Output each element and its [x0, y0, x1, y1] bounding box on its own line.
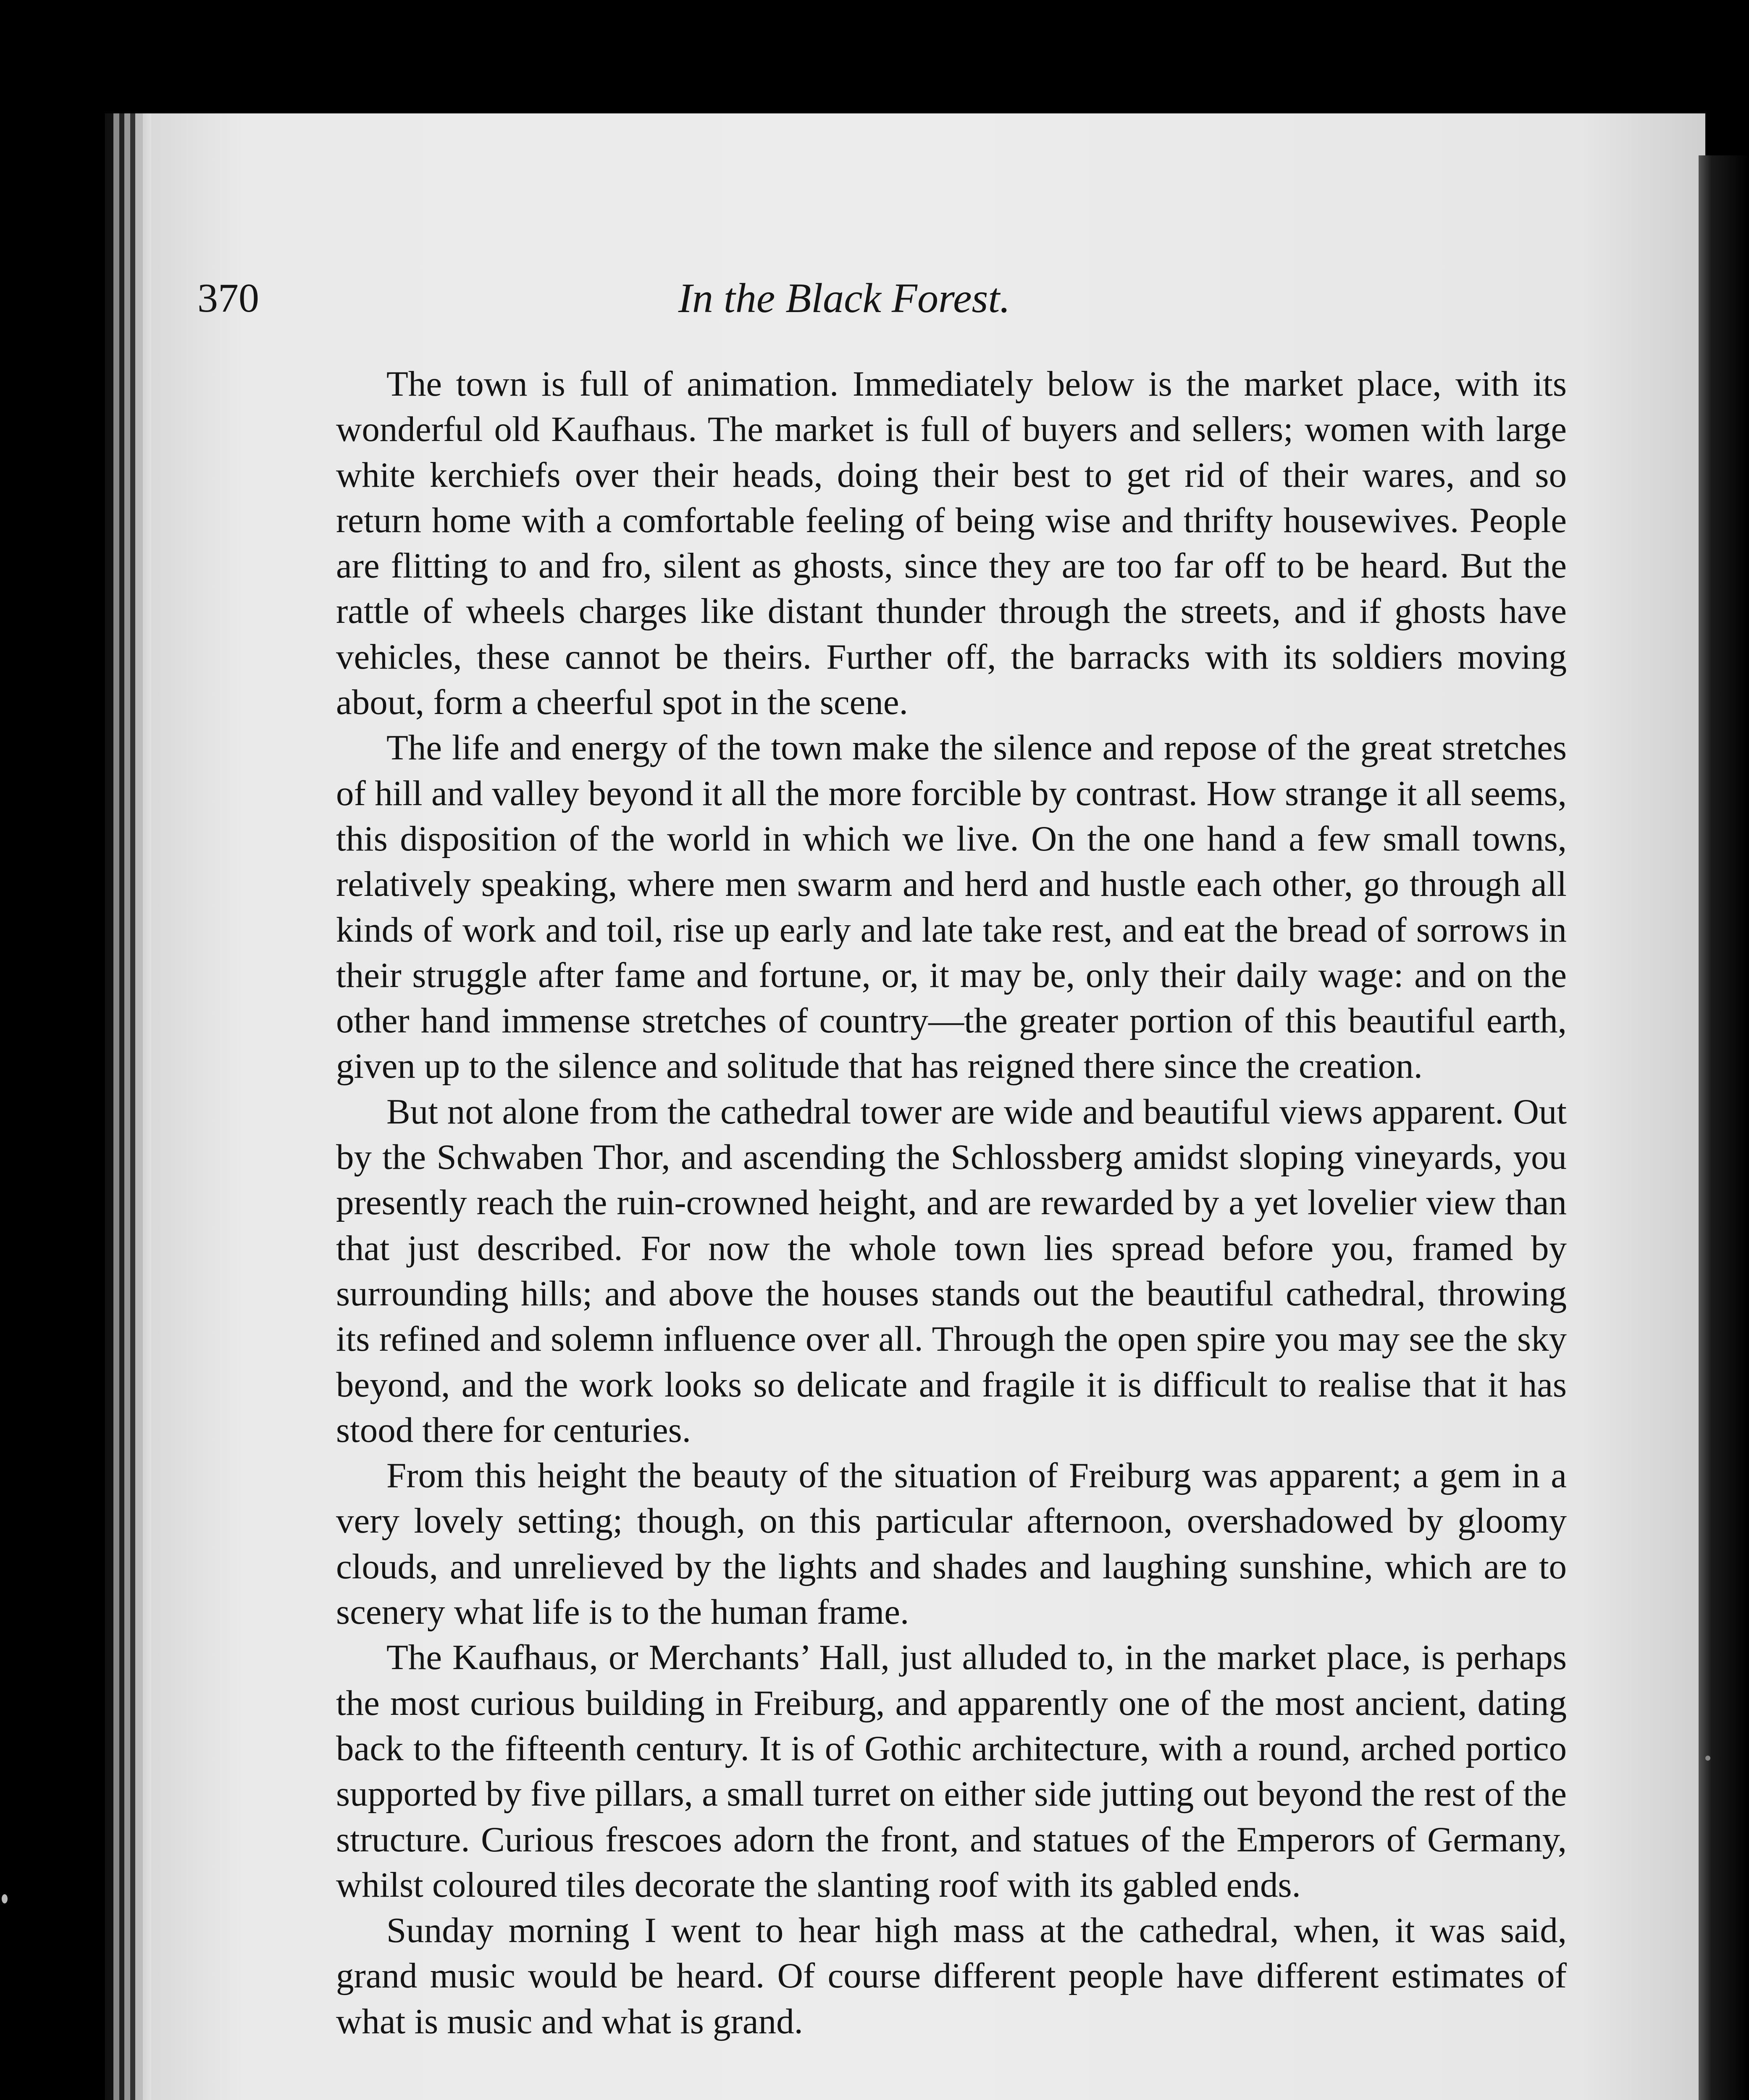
body-text — [336, 361, 1567, 2044]
paragraph: From this height the beauty of the situation of Freiburg was apparent; a gem in a very lovely setting; though, on this particular afternoon, overshadowed by gloomy clouds, and unrelieved by the lights and shades and laughing sunshine, which are to scenery what life is to the human frame. — [336, 1456, 1567, 1632]
page-header — [197, 269, 1567, 328]
next-page-edge — [1699, 155, 1749, 2100]
scan-speck — [1705, 1756, 1710, 1761]
page-number: 370 — [197, 276, 259, 321]
running-head: In the Black Forest. — [678, 275, 1011, 321]
scan-speck — [2, 1894, 8, 1903]
paragraph: The life and energy of the town make the silence and repose of the great stretches of hill and valley beyond it all the more forcible by contrast. How strange it all seems, this disposition of the world in which we live. On the one hand a few small towns, relatively speaking, where men swarm and herd and hustle each other, go through all kinds of work and toil, rise up early and late take rest, and eat the bread of sorrows in their struggle after fame and fortune, or, it may be, only their daily wage: and on the other hand immense stretches of country—the greater portion of this beautiful earth, given up to the silence and solitude that has reigned there since the creation. — [336, 728, 1567, 1086]
paragraph: Sunday morning I went to hear high mass at the cathedral, when, it was said, grand music would be heard. Of course different people have different estimates of what is music and what is grand. — [336, 1911, 1567, 2041]
book-binding-gutter — [105, 113, 151, 2100]
paragraph: The town is full of animation. Immediately below is the market place, with its wonderful old Kaufhaus. The market is full of buyers and sellers; women with large white kerchiefs over their heads, doing their best to get rid of their wares, and so return home with a comfortable feeling of being wise and thrifty housewives. People are flitting to and fro, silent as ghosts, since they are too far off to be heard. But the rattle of wheels charges like distant thunder through the streets, and if ghosts have vehicles, these cannot be theirs. Further off, the barracks with its soldiers moving about, form a cheerful spot in the scene. — [336, 364, 1567, 722]
paragraph: But not alone from the cathedral tower are wide and beautiful views apparent. Out by the Schwaben Thor, and ascending the Schlossberg amidst sloping vineyards, you presently reach the ruin-crowned height, and are rewarded by a yet lovelier view than that just described. For now the whole town lies spread before you, framed by surrounding hills; and above the houses stands out the beautiful cathedral, throwing its refined and solemn influence over all. Through the open spire you may see the sky beyond, and the work looks so delicate and fragile it is difficult to realise that it has stood there for centuries. — [336, 1092, 1567, 1450]
paragraph: The Kaufhaus, or Merchants’ Hall, just alluded to, in the market place, is perhaps the most curious building in Freiburg, and apparently one of the most ancient, dating back to the fifteenth century. It is of Gothic architecture, with a round, arched portico supported by five pillars, a small turret on either side jutting out beyond the rest of the structure. Curious frescoes adorn the front, and statues of the Emperors of Germany, whilst coloured tiles decorate the slanting roof with its gabled ends. — [336, 1638, 1567, 1905]
